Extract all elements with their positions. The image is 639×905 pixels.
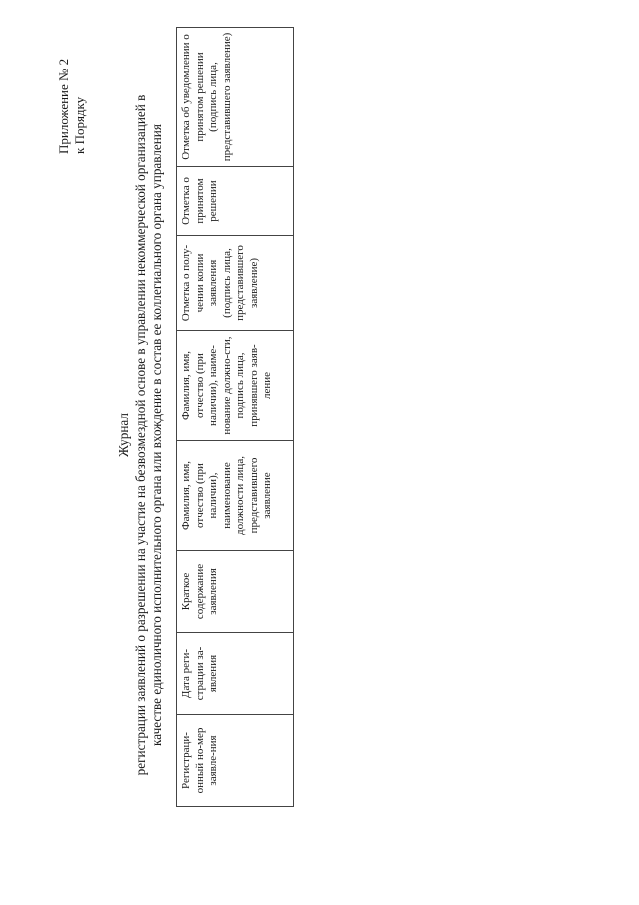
journal-title: Журнал bbox=[116, 413, 131, 457]
column-header-notification: Отметка об уведомлении о принятом решении (подпись лица, представившего заявление) bbox=[177, 28, 294, 167]
journal-subtitle-line-1: регистрации заявлений о разрешении на участие на безвозмездной основе в управлении некоммерческой организацией в bbox=[132, 94, 148, 776]
column-header-receiver: Фамилия, имя, отчество (при наличии), наиме-нование должно-сти, подпись лица, принявшего заяв-ление bbox=[177, 331, 294, 441]
column-header-summary: Краткое содержание заявления bbox=[177, 551, 294, 633]
journal-table bbox=[176, 27, 294, 807]
column-header-registration-date: Дата реги-страции за-явления bbox=[177, 633, 294, 715]
column-header-copy-receipt: Отметка о полу-чении копии заявления (подпись лица, представившего заявление) bbox=[177, 236, 294, 331]
journal-title-block bbox=[116, 55, 166, 815]
appendix-line-1: Приложение № 2 bbox=[56, 58, 71, 154]
column-header-decision: Отметка о принятом решении bbox=[177, 167, 294, 236]
journal-subtitle-line-2: качестве единоличного исполнительного органа или вхождение в состав ее коллегиального органа управления bbox=[149, 124, 164, 746]
appendix-heading bbox=[56, 14, 88, 154]
column-header-submitter: Фамилия, имя, отчество (при наличии), наименование должности лица, представившего заявление bbox=[177, 441, 294, 551]
column-header-registration-number: Регистраци-онный но-мер заявле-ния bbox=[177, 715, 294, 807]
table-header-row bbox=[177, 28, 294, 807]
appendix-line-2: к Порядку bbox=[72, 96, 87, 154]
